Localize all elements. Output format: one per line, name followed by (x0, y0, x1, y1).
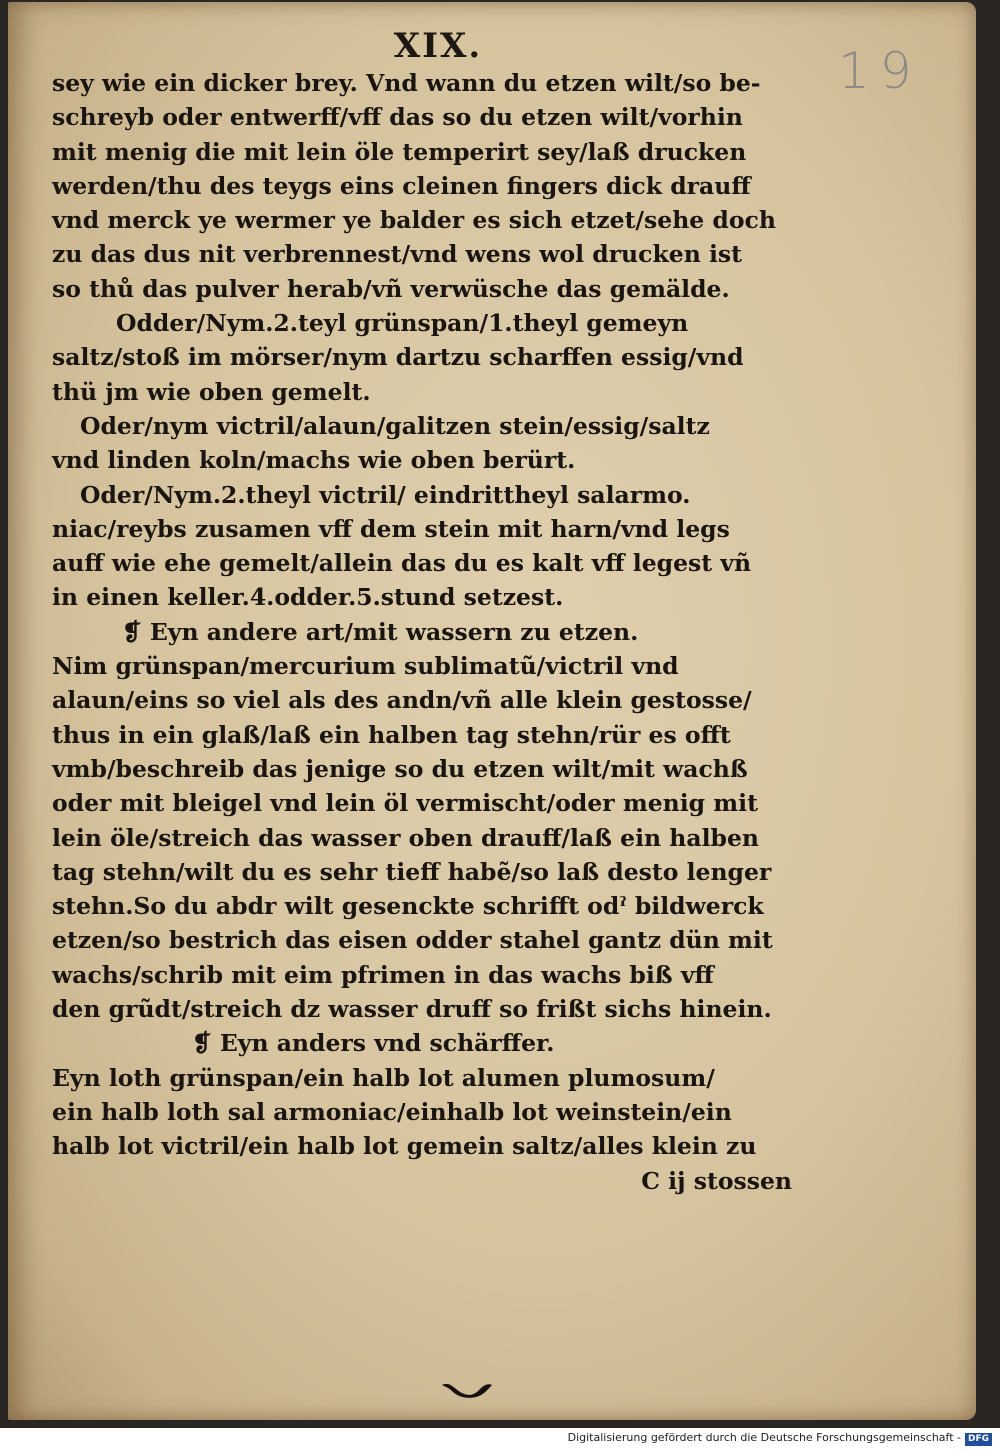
text-line: vnd linden koln/machs wie oben berürt. (52, 446, 576, 475)
text-line: tag stehn/wilt du es sehr tieff habẽ/so laß desto lenger (52, 857, 772, 886)
section-heading: ❡ Eyn anders vnd schärffer. (192, 1029, 555, 1058)
text-line: Odder/Nym.2.teyl grünspan/1.theyl gemeyn (116, 309, 689, 338)
text-line: zu das dus nit verbrennest/vnd wens wol drucken ist (52, 240, 742, 269)
text-line: schreyb oder entwerff/vff das so du etzen wilt/vorhin (52, 103, 743, 132)
folio-number: XIX. (393, 26, 483, 66)
text-line: Eyn loth grünspan/ein halb lot alumen plumosum/ (52, 1063, 715, 1092)
text-line: sey wie ein dicker brey. Vnd wann du etzen wilt/so be- (52, 69, 761, 97)
text-line: Oder/Nym.2.theyl victril/ eindrittheyl salarmo. (80, 480, 691, 509)
text-line: halb lot victril/ein halb lot gemein saltz/alles klein zu (52, 1132, 757, 1161)
text-line: vnd merck ye wermer ye balder es sich etzet/sehe doch (52, 206, 776, 235)
ornament-icon (440, 1374, 494, 1409)
text-line: etzen/so bestrich das eisen odder stahel gantz dün mit (52, 926, 773, 955)
text-line: auff wie ehe gemelt/allein das du es kalt vff legest vñ (52, 549, 752, 578)
text-line: so thů das pulver herab/vñ verwüsche das gemälde. (52, 274, 730, 303)
handwritten-page-number: 19 (838, 42, 922, 100)
dfg-logo-icon: DFG (965, 1433, 992, 1446)
credit-text: Digitalisierung gefördert durch die Deutsche Forschungsgemeinschaft - (567, 1431, 961, 1444)
text-line: in einen keller.4.odder.5.stund setzest. (52, 583, 564, 612)
text-line: Oder/nym victril/alaun/galitzen stein/essig/saltz (80, 411, 710, 440)
page-text-block (52, 66, 832, 1198)
text-line: thus in ein glaß/laß ein halben tag stehn/rür es offt (52, 720, 731, 749)
text-line: den grũdt/streich dz wasser druff so frißt sichs hinein. (52, 995, 772, 1024)
text-line: alaun/eins so viel als des andn/vñ alle klein gestosse/ (52, 686, 752, 715)
text-line: werden/thu des teygs eins cleinen fingers dick drauff (52, 171, 751, 200)
digitization-credit (568, 1431, 992, 1446)
text-line: stehn.So du abdr wilt gesenckte schrifft odˀ bildwerck (52, 892, 764, 921)
text-line: mit menig die mit lein öle temperirt sey/laß drucken (52, 137, 747, 166)
text-line: thü jm wie oben gemelt. (52, 377, 371, 406)
text-line: saltz/stoß im mörser/nym dartzu scharffen essig/vnd (52, 343, 744, 372)
text-line: Nim grünspan/mercurium sublimatũ/victril vnd (52, 652, 679, 681)
text-line: lein öle/streich das wasser oben drauff/laß ein halben (52, 823, 759, 852)
text-line: ein halb loth sal armoniac/einhalb lot weinstein/ein (52, 1097, 732, 1126)
section-heading: ❡ Eyn andere art/mit wassern zu etzen. (122, 617, 639, 646)
text-line: vmb/beschreib das jenige so du etzen wilt/mit wachß (52, 754, 748, 783)
signature-catchword: C ij stossen (641, 1166, 792, 1195)
text-line: oder mit bleigel vnd lein öl vermischt/oder menig mit (52, 789, 758, 818)
text-line: wachs/schrib mit eim pfrimen in das wachs biß vff (52, 960, 714, 989)
book-page (8, 2, 976, 1420)
text-line: niac/reybs zusamen vff dem stein mit harn/vnd legs (52, 514, 730, 543)
